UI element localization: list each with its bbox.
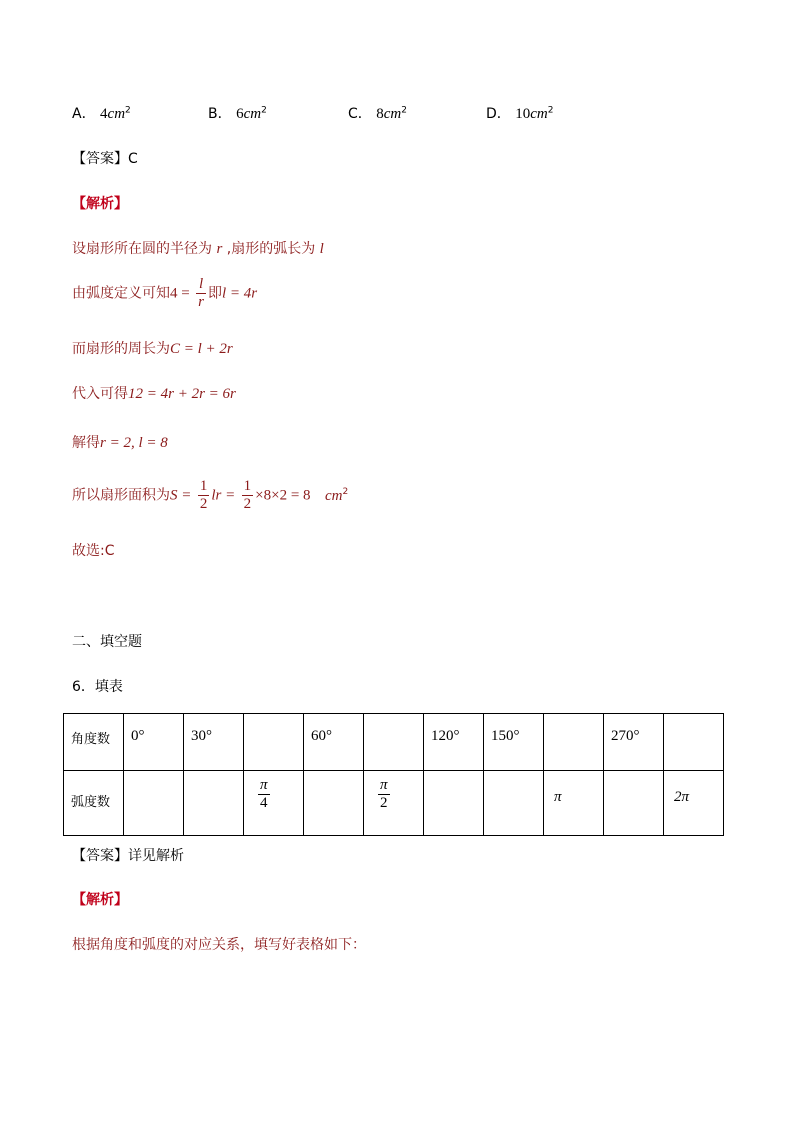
answer-line-2 (72, 845, 184, 865)
math-expression: lr = (211, 487, 236, 504)
fraction (258, 777, 270, 812)
analysis-text: 代入可得 (72, 386, 128, 402)
radian-value: 2π (674, 789, 690, 805)
analysis-conclusion: 故选:C (72, 543, 115, 559)
option-b-unit: cm (243, 106, 262, 122)
analysis-line-5 (72, 432, 168, 452)
option-c-exponent: 2 (401, 105, 407, 116)
degree-value: 30° (191, 728, 212, 744)
fraction-denominator: r (198, 294, 205, 310)
analysis-line-2 (72, 276, 257, 311)
answer-value: C (128, 151, 138, 167)
analysis-line-4 (72, 383, 236, 403)
table-cell (604, 771, 664, 836)
math-expression: S = (170, 487, 192, 504)
fraction-numerator: l (196, 276, 206, 294)
radian-fraction (244, 771, 303, 812)
table-cell (124, 714, 184, 771)
fraction (242, 478, 254, 513)
fraction-numerator: 1 (199, 478, 208, 494)
analysis-text: 由弧度定义可知 (72, 285, 170, 302)
option-a (72, 103, 131, 123)
fraction (378, 777, 390, 812)
option-d-exponent: 2 (547, 105, 554, 116)
option-c-value: 8 (376, 106, 384, 122)
analysis-text: 即 (208, 285, 223, 302)
radian-fraction (364, 771, 423, 812)
option-a-letter: A． (72, 106, 96, 122)
option-d-letter: D． (486, 106, 511, 122)
option-c-unit: cm (383, 106, 402, 122)
math-variable: l (319, 241, 324, 257)
option-b-letter: B． (208, 106, 232, 122)
analysis-line-6 (72, 478, 348, 513)
math-variable: r (216, 241, 223, 257)
answer-value: 详见解析 (128, 848, 184, 864)
fraction-numerator: π (260, 777, 268, 793)
table-cell (604, 714, 664, 771)
degree-value (544, 714, 603, 728)
math-expression: 12 = 4r + 2r = 6r (128, 386, 236, 402)
analysis-label-2: 【解析】 (72, 892, 128, 908)
table-cell (184, 714, 244, 771)
row-header: 角度数 (71, 732, 111, 747)
option-d-value: 10 (515, 106, 531, 122)
section-title: 二、填空题 (72, 634, 142, 650)
answer-line (72, 148, 138, 168)
table-cell (64, 714, 124, 771)
analysis-text: 所以扇形面积为 (72, 487, 170, 504)
fraction-denominator: 2 (380, 795, 388, 811)
degree-value: 270° (611, 728, 640, 744)
table-row-degrees (64, 714, 724, 771)
answer-label: 【答案】 (72, 151, 128, 167)
option-d (486, 103, 553, 123)
degree-value: 150° (491, 728, 520, 744)
row-header: 弧度数 (71, 795, 111, 810)
table-cell (64, 771, 124, 836)
analysis-label: 【解析】 (72, 196, 128, 212)
analysis-text: 而扇形的周长为 (72, 341, 170, 357)
angle-radian-table (63, 713, 724, 836)
option-c (348, 103, 407, 123)
analysis-line-3 (72, 338, 233, 358)
table-cell (364, 771, 424, 836)
answer-label: 【答案】 (72, 848, 128, 864)
option-b-exponent: 2 (261, 105, 267, 116)
table-cell (484, 714, 544, 771)
radian-value: π (554, 789, 562, 805)
degree-value: 120° (431, 728, 460, 744)
degree-value: 60° (311, 728, 332, 744)
table-cell (184, 771, 244, 836)
table-cell (304, 771, 364, 836)
math-expression: r = 2, l = 8 (100, 435, 168, 451)
table-row-radians (64, 771, 724, 836)
question-title: 6．填表 (72, 679, 123, 695)
math-unit: cm (325, 487, 343, 504)
option-b-value: 6 (236, 106, 244, 122)
table-cell (664, 771, 724, 836)
analysis-text: ,扇形的弧长为 (226, 241, 316, 257)
table-cell (124, 771, 184, 836)
table-cell (544, 771, 604, 836)
math-expression: l = 4r (222, 285, 258, 302)
option-d-unit: cm (530, 106, 548, 122)
table-cell (424, 714, 484, 771)
analysis-line-1 (72, 238, 324, 258)
table-cell (484, 771, 544, 836)
table-cell (424, 771, 484, 836)
fraction-denominator: 2 (243, 496, 252, 512)
fraction-numerator: π (380, 777, 388, 793)
analysis-text: 解得 (72, 435, 100, 451)
table-cell (364, 714, 424, 771)
table-cell (244, 771, 304, 836)
degree-value (364, 714, 423, 728)
fraction-numerator: 1 (243, 478, 252, 494)
analysis-text: 设扇形所在圆的半径为 (72, 241, 212, 257)
table-cell (544, 714, 604, 771)
option-a-value: 4 (100, 106, 108, 122)
math-expression: 4 = (170, 285, 190, 302)
option-b (208, 103, 267, 123)
degree-value (244, 714, 303, 728)
table-cell (664, 714, 724, 771)
math-exponent: 2 (342, 486, 349, 497)
fraction-denominator: 2 (199, 496, 208, 512)
table-cell (244, 714, 304, 771)
degree-value (664, 714, 723, 728)
option-a-exponent: 2 (125, 105, 131, 116)
math-expression: ×8×2 = 8 (255, 487, 311, 504)
table-cell (304, 714, 364, 771)
option-a-unit: cm (107, 106, 126, 122)
degree-value: 0° (131, 728, 145, 744)
fraction (198, 478, 210, 513)
fraction (196, 276, 206, 311)
option-c-letter: C． (348, 106, 372, 122)
fraction-denominator: 4 (260, 795, 268, 811)
analysis-text-2: 根据角度和弧度的对应关系，填写好表格如下： (72, 937, 366, 953)
math-expression: C = l + 2r (170, 341, 233, 357)
